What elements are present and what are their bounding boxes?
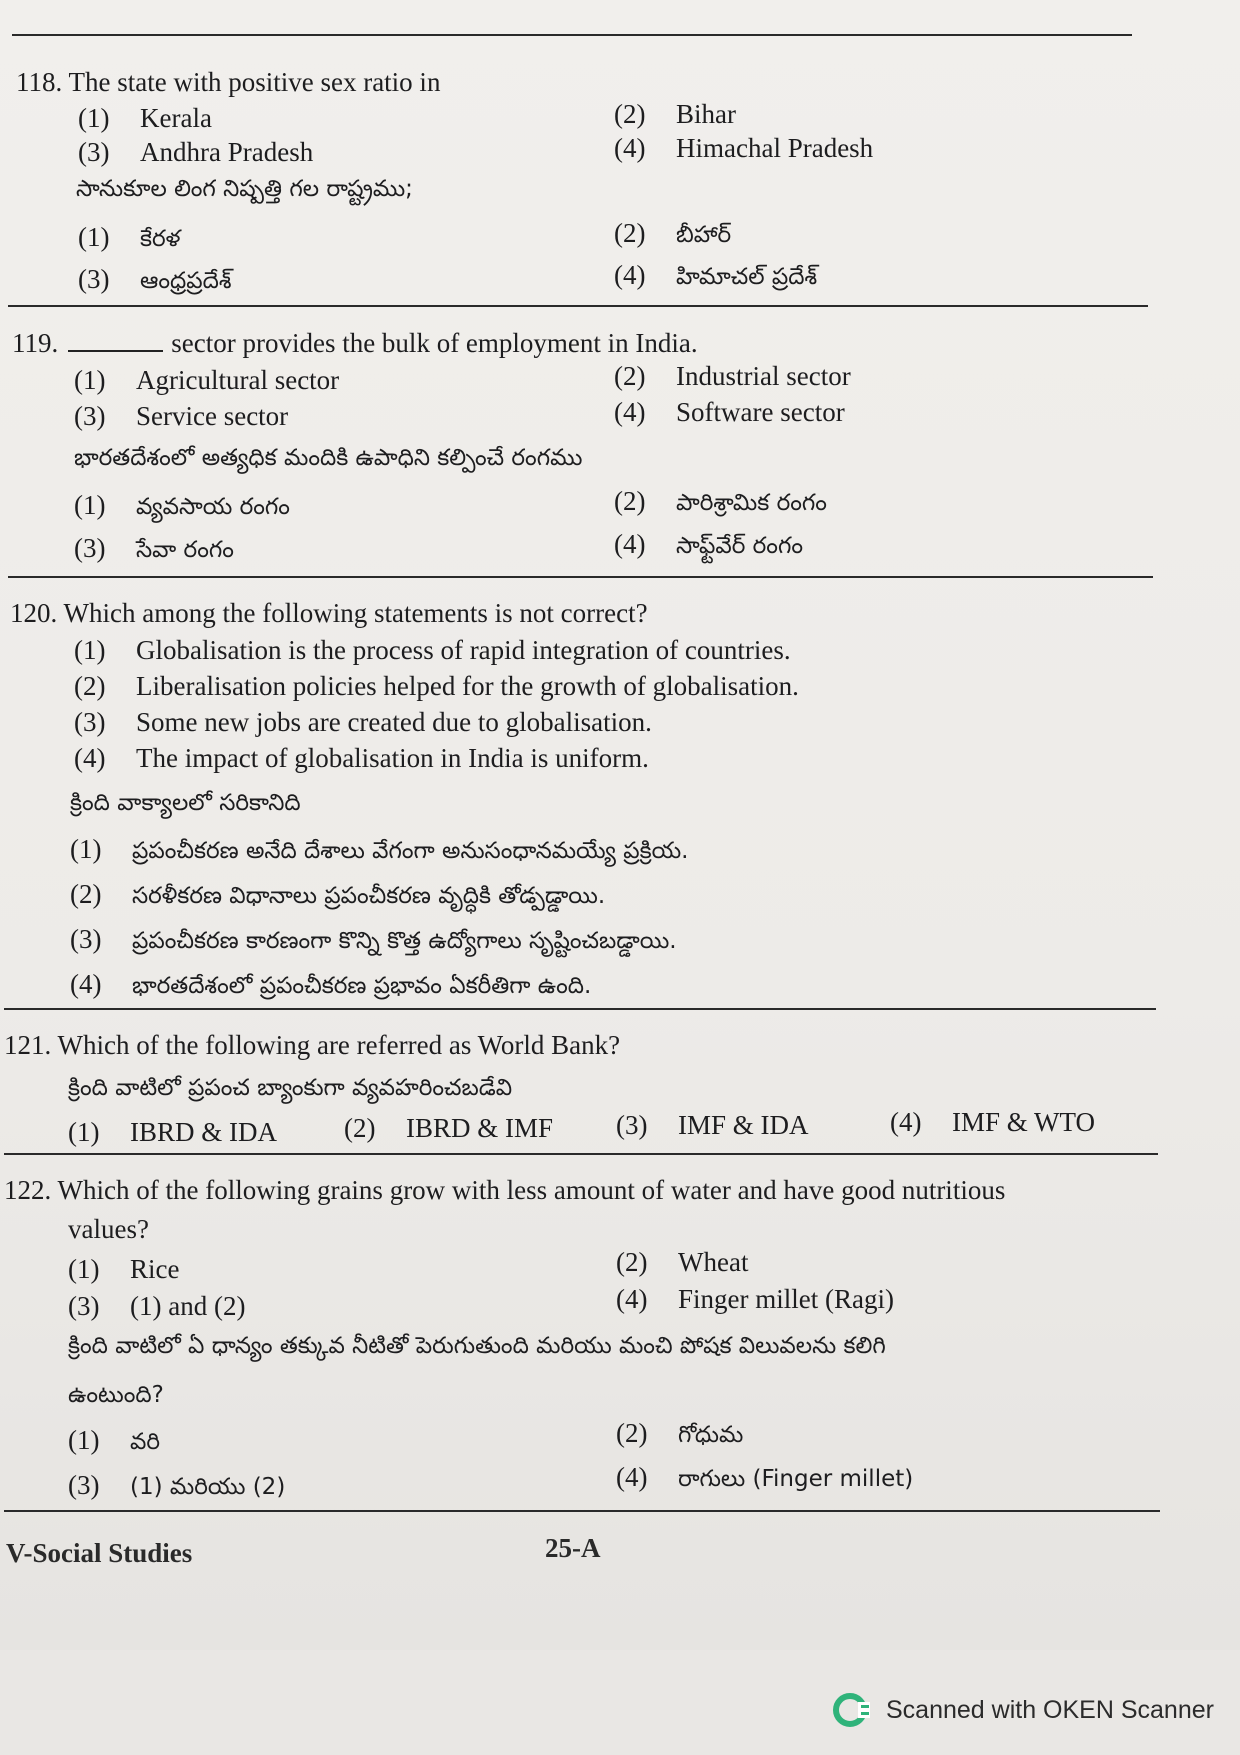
option-3: (3) Service sector [74,401,289,431]
telugu-option-4: (4) రాగులు (Finger millet) [616,1462,914,1492]
question-stem: 119. sector provides the bulk of employment in India. [12,328,698,358]
telugu-option-1: (1) వరి [68,1425,160,1455]
telugu-stem: భారతదేశంలో అత్యధిక మందికి ఉపాధిని కల్పించే రంగము [74,445,583,471]
footer-page-number: 25-A [545,1533,601,1563]
option-2: (2) Wheat [616,1247,749,1277]
option-1: (1) Agricultural sector [74,365,340,395]
telugu-option-1: (1) ప్రపంచీకరణ అనేది దేశాలు వేగంగా అనుసంధానమయ్యే ప్రక్రియ. [70,834,689,864]
divider [8,305,1148,307]
telugu-stem: క్రింది వాటిలో ఏ ధాన్యం తక్కువ నీటితో పెరుగుతుంది మరియు మంచి పోషక విలువలను కలిగి [68,1333,886,1359]
option-2: (2) IBRD & IMF [344,1113,554,1143]
question-stem: 120. Which among the following statements is not correct? [10,598,648,628]
option-1: (1) Kerala [78,103,212,133]
option-4: (4) Finger millet (Ragi) [616,1284,894,1314]
question-stem: 118. The state with positive sex ratio in [16,67,441,97]
option-1: (1) Globalisation is the process of rapid integration of countries. [74,635,791,665]
divider [8,576,1153,578]
telugu-option-4: (4) సాఫ్ట్‌వేర్ రంగం [614,529,804,559]
option-2: (2) Liberalisation policies helped for the growth of globalisation. [74,671,799,701]
telugu-option-1: (1) వ్యవసాయ రంగం [74,490,290,520]
option-4: (4) Himachal Pradesh [614,133,874,163]
divider [12,34,1132,36]
scanner-watermark [832,1690,1214,1730]
telugu-option-3: (3) ప్రపంచీకరణ కారణంగా కొన్ని కొత్త ఉద్యోగాలు సృష్టించబడ్డాయి. [70,924,677,954]
option-4: (4) The impact of globalisation in India is uniform. [74,743,649,773]
telugu-option-4: (4) భారతదేశంలో ప్రపంచీకరణ ప్రభావం ఏకరీతిగా ఉంది. [70,969,592,999]
divider [4,1510,1160,1512]
option-1: (1) IBRD & IDA [68,1117,277,1147]
telugu-option-3: (3) ఆంధ్రప్రదేశ్ [78,264,232,294]
telugu-option-3: (3) సేవా రంగం [74,533,234,563]
option-4: (4) IMF & WTO [890,1107,1096,1137]
telugu-option-3: (3) (1) మరియు (2) [68,1470,286,1500]
option-3: (3) (1) and (2) [68,1291,246,1321]
telugu-option-1: (1) కేరళ [78,222,181,252]
question-stem: 121. Which of the following are referred as World Bank? [4,1030,621,1060]
option-3: (3) Andhra Pradesh [78,137,314,167]
question-stem-continued: values? [68,1214,149,1244]
telugu-stem: క్రింది వాటిలో ప్రపంచ బ్యాంకుగా వ్యవహరించబడేవి [68,1075,513,1101]
option-3: (3) Some new jobs are created due to globalisation. [74,707,652,737]
telugu-option-4: (4) హిమాచల్ ప్రదేశ్ [614,260,818,290]
option-2: (2) Bihar [614,99,736,129]
option-3: (3) IMF & IDA [616,1110,809,1140]
option-1: (1) Rice [68,1254,180,1284]
telugu-option-2: (2) పారిశ్రామిక రంగం [614,486,827,516]
oken-scanner-logo-icon [832,1690,872,1730]
divider [4,1153,1158,1155]
telugu-stem: క్రింది వాక్యాలలో సరికానిది [70,790,301,816]
telugu-option-2: (2) గోధుమ [616,1418,744,1448]
telugu-stem: సానుకూల లింగ నిష్పత్తి గల రాష్ట్రము; [76,176,413,202]
option-4: (4) Software sector [614,397,845,427]
scanner-label: Scanned with OKEN Scanner [886,1695,1214,1724]
option-2: (2) Industrial sector [614,361,851,391]
fill-in-blank [68,349,163,352]
divider [4,1008,1156,1010]
telugu-option-2: (2) సరళీకరణ విధానాలు ప్రపంచీకరణ వృద్ధికి తోడ్పడ్డాయి. [70,879,606,909]
footer-subject: V-Social Studies [6,1538,193,1568]
telugu-option-2: (2) బీహార్ [614,218,732,248]
telugu-stem-continued: ఉంటుంది? [68,1382,164,1408]
question-stem: 122. Which of the following grains grow with less amount of water and have good nutritious [4,1175,1006,1205]
